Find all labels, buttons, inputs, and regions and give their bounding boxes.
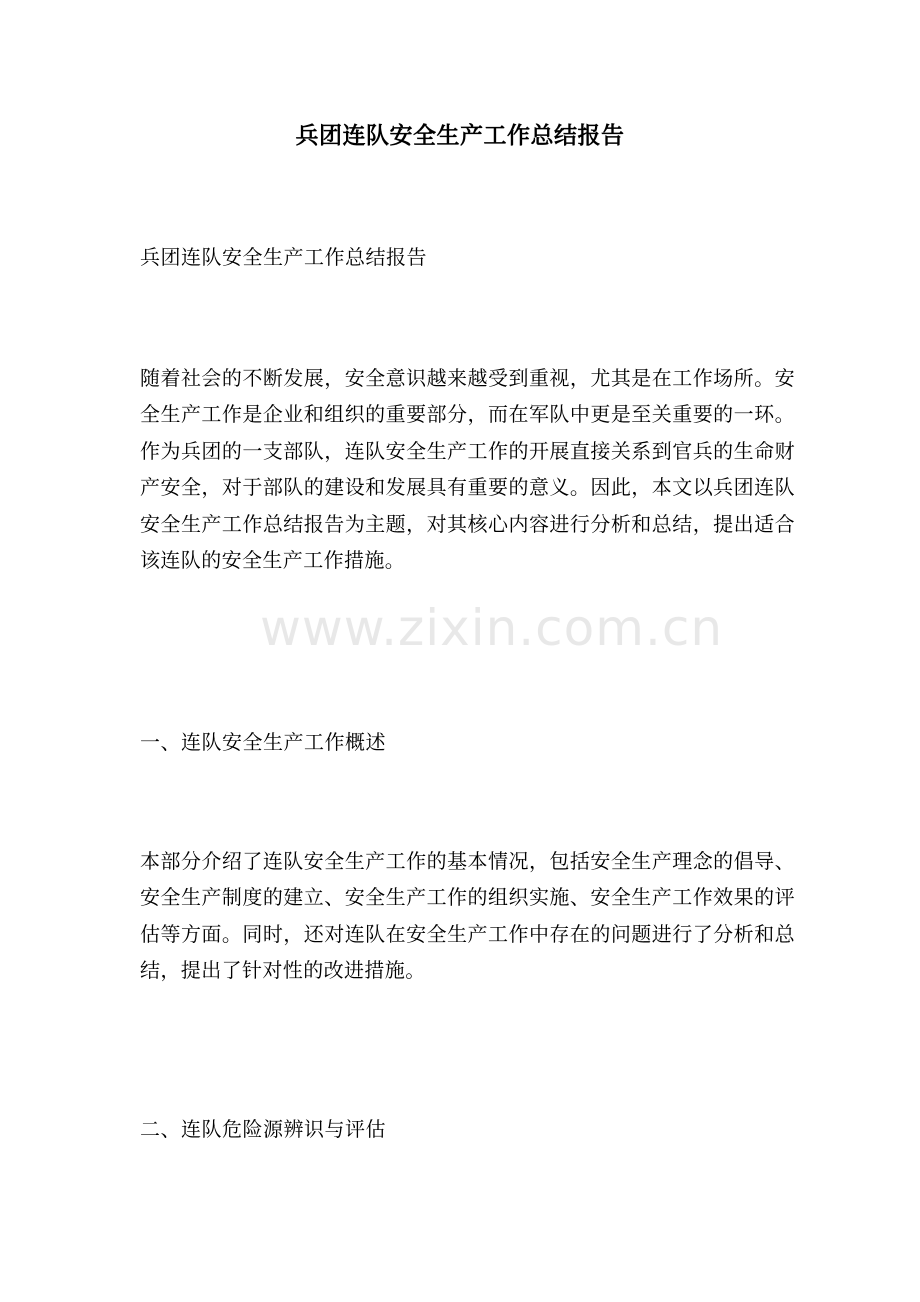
section-2-heading: 二、连队危险源辨识与评估: [140, 1117, 386, 1141]
document-title: 兵团连队安全生产工作总结报告: [295, 122, 625, 149]
document-subtitle: 兵团连队安全生产工作总结报告: [140, 245, 427, 269]
intro-paragraph: 随着社会的不断发展，安全意识越来越受到重视，尤其是在工作场所。安全生产工作是企业和组织的重要部分，而在军队中更是至关重要的一环。作为兵团的一支部队，连队安全生产工作的开展直接关系到官兵的生命财产安全，对于部队的建设和发展具有重要的意义。因此，本文以兵团连队安全生产工作总结报告为主题，对其核心内容进行分析和总结，提出适合该连队的安全生产工作措施。: [140, 366, 795, 573]
section-1-heading: 一、连队安全生产工作概述: [140, 730, 386, 754]
watermark-text: www.zixin.com.cn: [260, 599, 724, 657]
section-1-body: 本部分介绍了连队安全生产工作的基本情况，包括安全生产理念的倡导、安全生产制度的建立、安全生产工作的组织实施、安全生产工作效果的评估等方面。同时，还对连队在安全生产工作中存在的问题进行了分析和总结，提出了针对性的改进措施。: [140, 849, 795, 983]
